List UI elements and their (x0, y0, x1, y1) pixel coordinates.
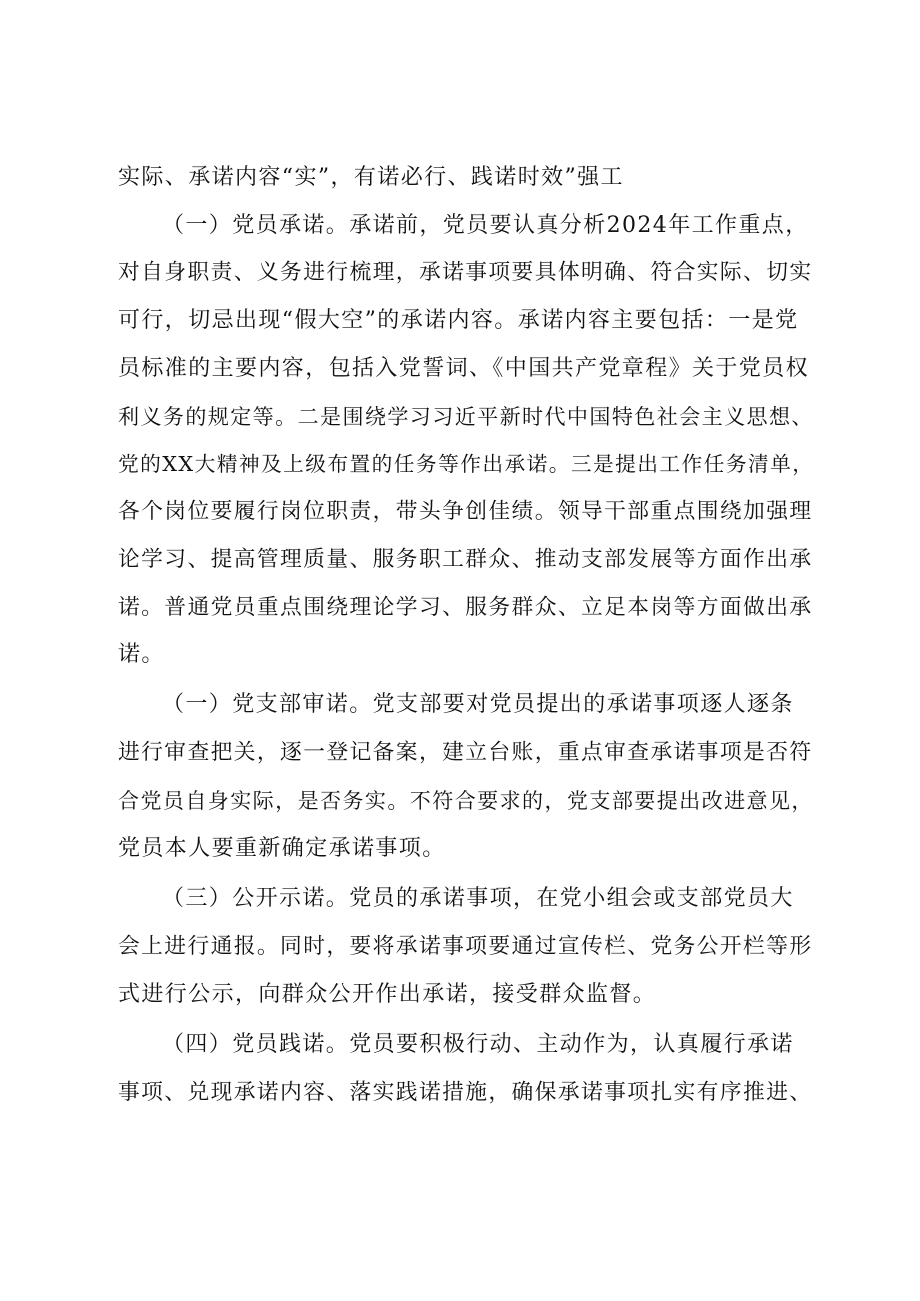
text-line: 会上进行通报。同时，要将承诺事项要通过宣传栏、党务公开栏等形 (118, 934, 813, 959)
paragraph-heading-line: （三）公开示诺。党员的承诺事项，在党小组会或支部党员大 (162, 886, 794, 911)
text-line: 合党员自身实际，是否务实。不符合要求的，党支部要提出改进意见， (118, 788, 814, 813)
text-line: 利义务的规定等。二是围绕学习习近平新时代中国特色社会主义思想、 (118, 404, 814, 429)
text-line: 进行审查把关，逐一登记备案，建立台账，重点审查承诺事项是否符 (118, 740, 813, 765)
text-line: 诺。普通党员重点围绕理论学习、服务群众、立足本岗等方面做出承 (118, 595, 813, 620)
text-line: 对自身职责、义务进行梳理，承诺事项要具体明确、符合实际、切实 (118, 260, 813, 285)
text-line: 党员本人要重新确定承诺事项。 (118, 836, 446, 861)
text-line: 员标准的主要内容，包括入党誓词、《中国共产党章程》关于党员权 (118, 356, 810, 381)
paragraph-heading-line: （四）党员践诺。党员要积极行动、主动作为，认真履行承诺 (162, 1032, 794, 1057)
text-line: 事项、兑现承诺内容、落实践诺措施，确保承诺事项扎实有序推进、 (118, 1080, 813, 1105)
text-line: 诺。 (118, 642, 165, 667)
text-line: 各个岗位要履行岗位职责，带头争创佳绩。领导干部重点围绕加强理 (118, 499, 813, 524)
paragraph-heading-line: （一）党支部审诺。党支部要对党员提出的承诺事项逐人逐条 (162, 692, 794, 717)
text-line: 实际、承诺内容“实”，有诺必行、践诺时效”强工 (118, 165, 624, 190)
text-line: 可行，切忌出现“假大空”的承诺内容。承诺内容主要包括：一是党 (118, 308, 799, 333)
paragraph-heading-line: （一）党员承诺。承诺前，党员要认真分析2024年工作重点， (162, 213, 809, 238)
text-line: 党的XX大精神及上级布置的任务等作出承诺。三是提出工作任务清单， (118, 452, 815, 476)
text-line: 式进行公示，向群众公开作出承诺，接受群众监督。 (118, 982, 657, 1007)
text-line: 论学习、提高管理质量、服务职工群众、推动支部发展等方面作出承 (118, 547, 813, 572)
